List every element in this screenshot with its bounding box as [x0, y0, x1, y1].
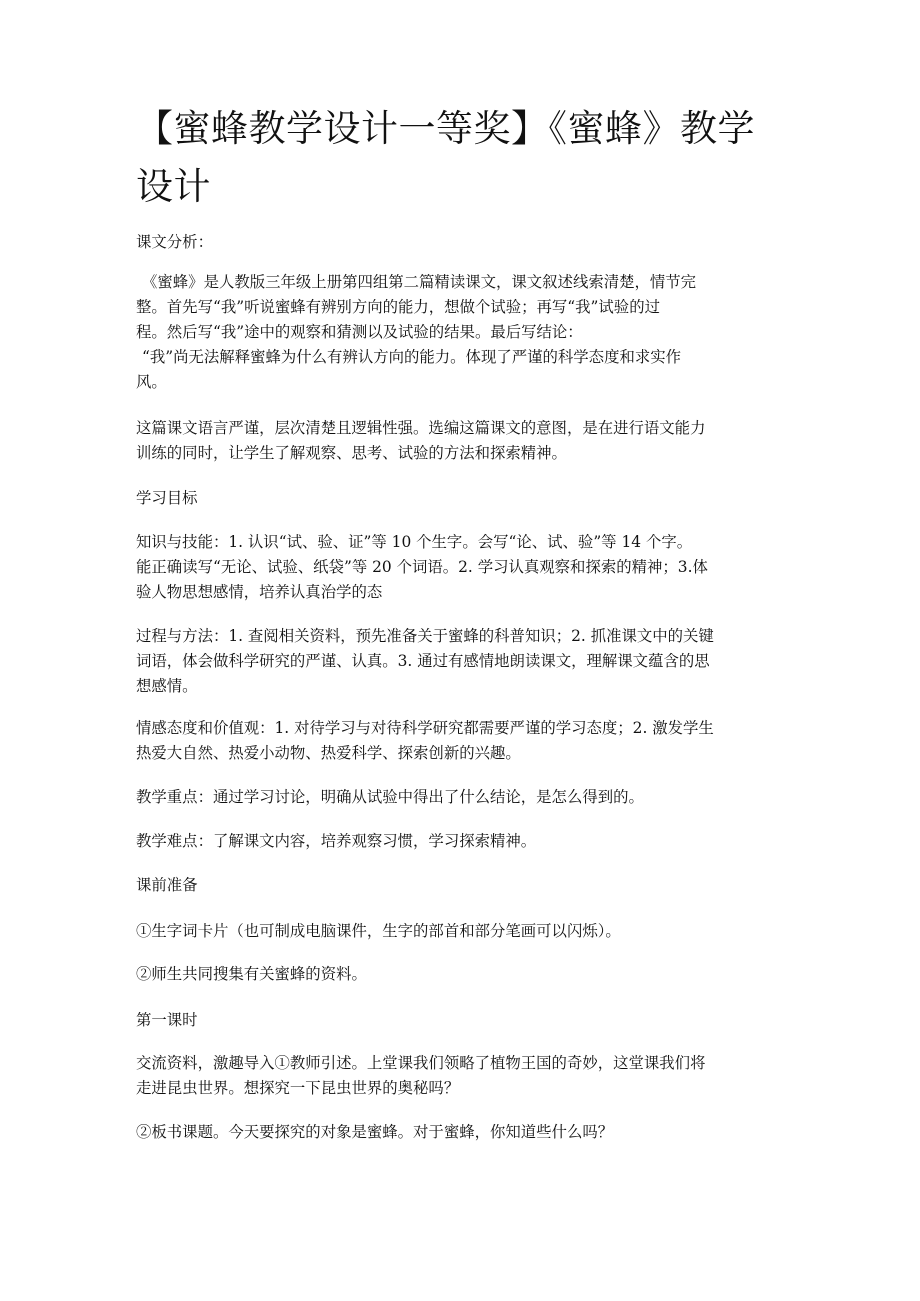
text-line: 程。然后写“我”途中的观察和猜测以及试验的结果。最后写结论：: [136, 323, 583, 341]
analysis-heading: [136, 230, 786, 255]
title-line: 设计: [136, 165, 211, 208]
lesson1-heading: [136, 1008, 786, 1033]
text-line: 交流资料，激趣导入①教师引述。上堂课我们领略了植物王国的奇妙，这堂课我们将: [136, 1054, 706, 1072]
text-line: 过程与方法：1. 查阅相关资料，预先准备关于蜜蜂的科普知识；2. 抓准课文中的关键: [136, 627, 714, 645]
goal-emotion-paragraph: [136, 716, 786, 766]
analysis-language-paragraph: [136, 416, 786, 466]
goal-knowledge-paragraph: [136, 530, 786, 605]
prep-item-1: [136, 919, 786, 944]
text-line: “我”尚无法解释蜜蜂为什么有辨认方向的能力。体现了严谨的科学态度和求实作: [142, 348, 682, 366]
lesson1-intro-paragraph: [136, 1051, 786, 1101]
goals-heading: [136, 486, 786, 511]
text-line: 走进昆虫世界。想探究一下昆虫世界的奥秘吗？: [136, 1079, 460, 1097]
text-line: 教学重点：通过学习讨论，明确从试验中得出了什么结论，是怎么得到的。: [136, 788, 644, 806]
difficult-point-paragraph: [136, 829, 786, 854]
text-line: 验人物思想感情，培养认真治学的态: [136, 583, 383, 601]
text-line: ①生字词卡片（也可制成电脑课件，生字的部首和部分笔画可以闪烁）。: [136, 922, 621, 940]
prep-item-2: [136, 962, 786, 987]
prep-heading: [136, 873, 786, 898]
text-line: 情感态度和价值观：1. 对待学习与对待科学研究都需要严谨的学习态度；2. 激发学生: [136, 719, 714, 737]
text-line: ②师生共同搜集有关蜜蜂的资料。: [136, 965, 367, 983]
text-line: 训练的同时，让学生了解观察、思考、试验的方法和探索精神。: [136, 444, 567, 462]
title-line: 【蜜蜂教学设计一等奖】《蜜蜂》教学: [136, 107, 755, 150]
text-line: 风。: [136, 373, 167, 391]
key-point-paragraph: [136, 785, 786, 810]
goal-process-paragraph: [136, 624, 786, 699]
text-line: 这篇课文语言严谨，层次清楚且逻辑性强。选编这篇课文的意图，是在进行语文能力: [136, 419, 706, 437]
text-line: 想感情。: [136, 677, 198, 695]
document-title: [136, 100, 786, 216]
text-line: 热爱大自然、热爱小动物、热爱科学、探索创新的兴趣。: [136, 744, 521, 762]
text-line: 整。首先写“我”听说蜜蜂有辨别方向的能力，想做个试验；再写“我”试验的过: [136, 298, 660, 316]
text-line: 课文分析：: [136, 233, 213, 251]
text-line: ②板书课题。今天要探究的对象是蜜蜂。对于蜜蜂，你知道些什么吗？: [136, 1123, 614, 1141]
text-line: 课前准备: [136, 876, 198, 894]
text-line: 《蜜蜂》是人教版三年级上册第四组第二篇精读课文，课文叙述线索清楚，情节完: [142, 273, 697, 291]
text-line: 能正确读写“无论、试验、纸袋”等 20 个词语。2. 学习认真观察和探索的精神；3.体: [136, 558, 708, 576]
analysis-intro-paragraph: [136, 270, 786, 395]
text-line: 学习目标: [136, 489, 198, 507]
text-line: 教学难点：了解课文内容，培养观察习惯，学习探索精神。: [136, 832, 537, 850]
lesson1-board-paragraph: [136, 1120, 786, 1145]
text-line: 知识与技能：1. 认识“试、验、证”等 10 个生字。会写“论、试、验”等 14 个字。: [136, 533, 693, 551]
text-line: 词语，体会做科学研究的严谨、认真。3. 通过有感情地朗读课文，理解课文蕴含的思: [136, 652, 710, 670]
text-line: 第一课时: [136, 1011, 198, 1029]
